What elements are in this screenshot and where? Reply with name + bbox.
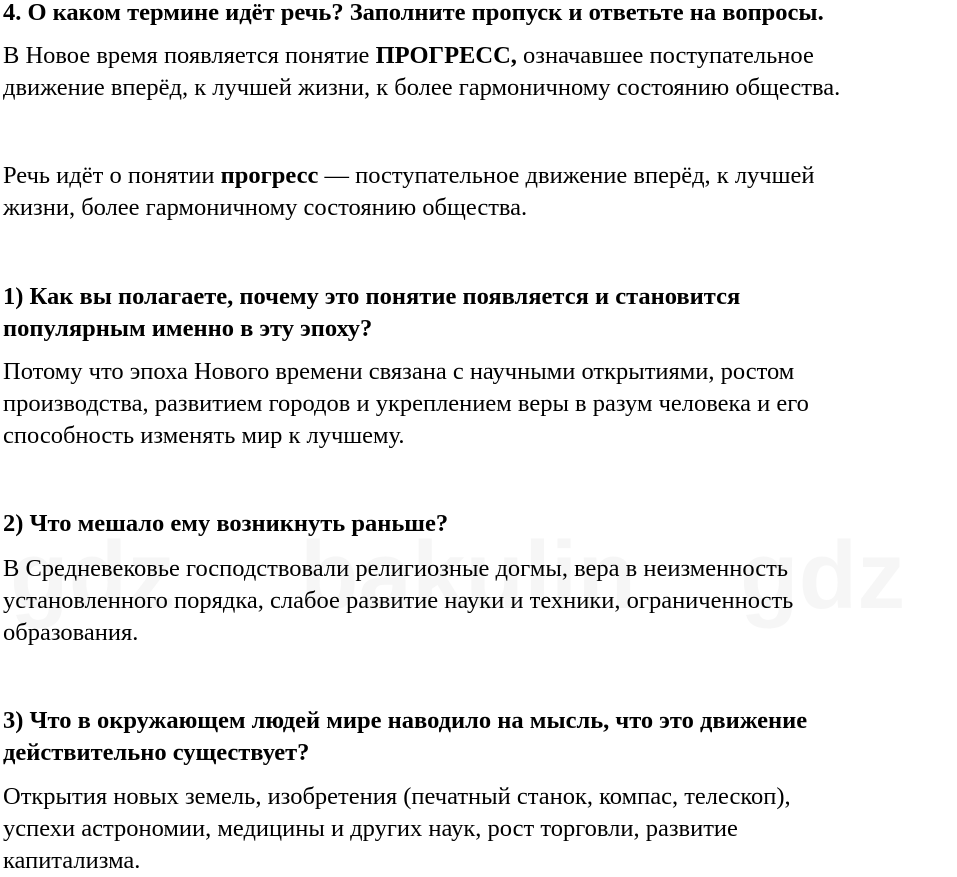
intro-after: означавшее поступательное движение вперёд, к лучшей жизни, к более гармоничному состоянию общества. xyxy=(3,42,841,101)
answer-term: прогресс xyxy=(220,162,319,189)
answer-before: Речь идёт о понятии xyxy=(3,162,221,189)
answer-1: Потому что эпоха Нового времени связана с научными открытиями, ростом производства, развитием городов и укреплением веры в разум человека и его способность изменять мир к лучшему. xyxy=(3,358,809,449)
question-1: 1) Как вы полагаете, почему это понятие появляется и становится популярным именно в эту эпоху? xyxy=(3,283,741,342)
question-2: 2) Что мешало ему возникнуть раньше? xyxy=(3,510,449,537)
task-title: 4. О каком термине идёт речь? Заполните пропуск и ответьте на вопросы. xyxy=(3,0,824,26)
question-3: 3) Что в окружающем людей мире наводило на мысль, что это движение действительно существует? xyxy=(3,707,808,766)
intro-term: ПРОГРЕСС, xyxy=(375,42,517,69)
answer-after: — поступательное движение вперёд, к лучшей жизни, более гармоничному состоянию общества. xyxy=(3,162,815,221)
answer-2: В Средневековье господствовали религиозные догмы, вера в неизменность установленного порядка, слабое развитие науки и техники, ограниченность образования. xyxy=(3,555,794,646)
intro-before: В Новое время появляется понятие xyxy=(3,42,376,69)
answer-3: Открытия новых земель, изобретения (печатный станок, компас, телескоп), успехи астрономии, медицины и других наук, рост торговли, развитие капитализма. xyxy=(3,783,791,874)
task-answer xyxy=(3,160,814,224)
task-intro xyxy=(3,40,840,104)
